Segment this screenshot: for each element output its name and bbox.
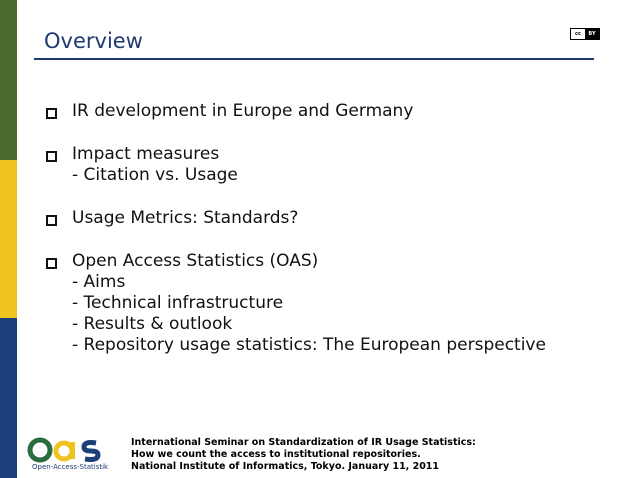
title-divider — [34, 58, 594, 60]
logo-caption: Open-Access-Statistik — [32, 463, 109, 471]
bullet-item — [46, 101, 616, 122]
cc-by-license-icon — [570, 28, 600, 40]
by-icon-label: BY — [585, 29, 599, 39]
bullet-subtext: - Technical infrastructure — [72, 293, 284, 313]
footer-line: International Seminar on Standardization of IR Usage Statistics: — [131, 437, 476, 448]
footer-line: How we count the access to institutional repositories. — [131, 449, 421, 460]
bullet-subtext: - Repository usage statistics: The European perspective — [72, 335, 546, 355]
square-bullet-icon — [46, 215, 57, 226]
square-bullet-icon — [46, 108, 57, 119]
oas-logo-mark — [26, 436, 116, 464]
bullet-text: Usage Metrics: Standards? — [72, 208, 299, 228]
oas-logo — [26, 436, 116, 474]
square-bullet-icon — [46, 258, 57, 269]
bullet-text: Open Access Statistics (OAS) — [72, 251, 319, 271]
square-bullet-icon — [46, 151, 57, 162]
bullet-text: IR development in Europe and Germany — [72, 101, 414, 121]
bullet-item — [46, 144, 616, 186]
bullet-list — [46, 101, 616, 378]
slide-footer — [131, 437, 476, 473]
side-bar-green — [0, 0, 17, 160]
bullet-subtext: - Aims — [72, 272, 126, 292]
cc-icon-label: cc — [571, 29, 585, 39]
side-bar-yellow — [0, 160, 17, 318]
bullet-text: Impact measures — [72, 144, 220, 164]
side-bar-blue — [0, 318, 17, 478]
footer-line: National Institute of Informatics, Tokyo. January 11, 2011 — [131, 461, 440, 472]
bullet-subtext: - Results & outlook — [72, 314, 233, 334]
bullet-subtext: - Citation vs. Usage — [72, 165, 238, 185]
bullet-item — [46, 208, 616, 229]
slide-title: Overview — [44, 29, 143, 53]
bullet-item — [46, 251, 616, 356]
